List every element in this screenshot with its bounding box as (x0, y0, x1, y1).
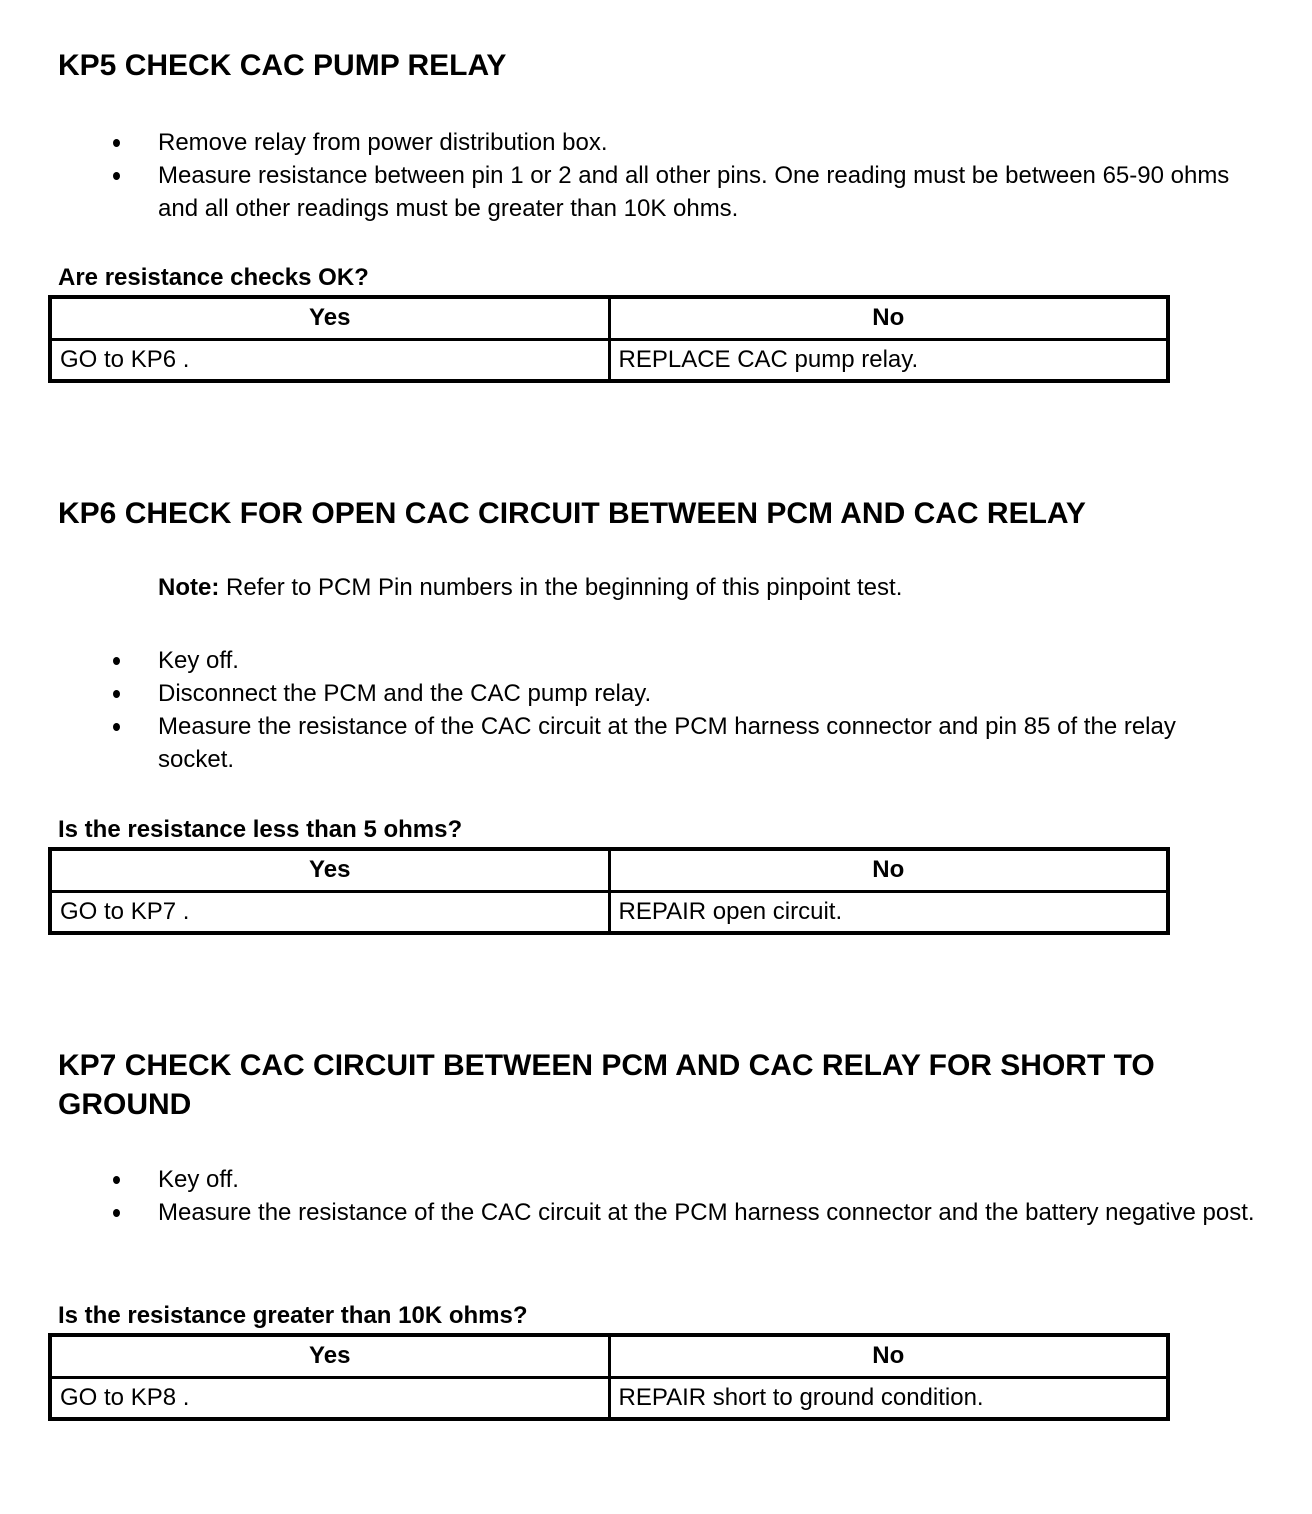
note-label: Note: (158, 574, 220, 601)
table-row (50, 339, 1168, 381)
bullet-icon (113, 1209, 120, 1217)
bullet-icon (113, 139, 120, 147)
no-action: REPLACE CAC pump relay. (609, 339, 1168, 381)
decision-question: Are resistance checks OK? (58, 264, 369, 291)
list-item: Measure resistance between pin 1 or 2 and all other pins. One reading must be between 65-90 ohms and all other readings must be greater than 10K ohms. (0, 159, 1253, 225)
decision-question: Is the resistance greater than 10K ohms? (58, 1302, 528, 1329)
table-header-row (50, 849, 1168, 891)
step-list (0, 1163, 1312, 1229)
table-header-row (50, 1335, 1168, 1377)
list-item: Measure the resistance of the CAC circuit at the PCM harness connector and the battery negative post. (0, 1196, 1268, 1229)
list-item: Remove relay from power distribution box. (0, 126, 1253, 159)
list-item: Key off. (0, 644, 1253, 677)
section-heading: KP7 CHECK CAC CIRCUIT BETWEEN PCM AND CAC RELAY FOR SHORT TO GROUND (58, 1049, 1155, 1121)
yes-header: Yes (50, 849, 609, 891)
bullet-icon (113, 657, 120, 665)
section-heading: KP6 CHECK FOR OPEN CAC CIRCUIT BETWEEN PCM AND CAC RELAY (58, 497, 1086, 530)
bullet-icon (113, 172, 120, 180)
table-row (50, 1377, 1168, 1419)
section-heading: KP5 CHECK CAC PUMP RELAY (58, 49, 507, 82)
table-header-row (50, 297, 1168, 339)
note (158, 571, 1258, 604)
decision-table (48, 295, 1170, 383)
no-action: REPAIR open circuit. (609, 891, 1168, 933)
decision-table (48, 847, 1170, 935)
table-row (50, 891, 1168, 933)
bullet-icon (113, 690, 120, 698)
bullet-icon (113, 723, 120, 731)
no-action: REPAIR short to ground condition. (609, 1377, 1168, 1419)
yes-header: Yes (50, 297, 609, 339)
decision-table (48, 1333, 1170, 1421)
no-header: No (609, 297, 1168, 339)
yes-action: GO to KP7 . (50, 891, 609, 933)
yes-action: GO to KP6 . (50, 339, 609, 381)
decision-question: Is the resistance less than 5 ohms? (58, 816, 463, 843)
no-header: No (609, 849, 1168, 891)
note-text: Refer to PCM Pin numbers in the beginning of this pinpoint test. (219, 574, 903, 601)
yes-action: GO to KP8 . (50, 1377, 609, 1419)
no-header: No (609, 1335, 1168, 1377)
list-item: Disconnect the PCM and the CAC pump relay. (0, 677, 1253, 710)
bullet-icon (113, 1176, 120, 1184)
yes-header: Yes (50, 1335, 609, 1377)
step-list (0, 644, 1312, 776)
list-item: Measure the resistance of the CAC circuit at the PCM harness connector and pin 85 of the relay socket. (0, 710, 1253, 776)
step-list (0, 126, 1312, 225)
list-item: Key off. (0, 1163, 1253, 1196)
